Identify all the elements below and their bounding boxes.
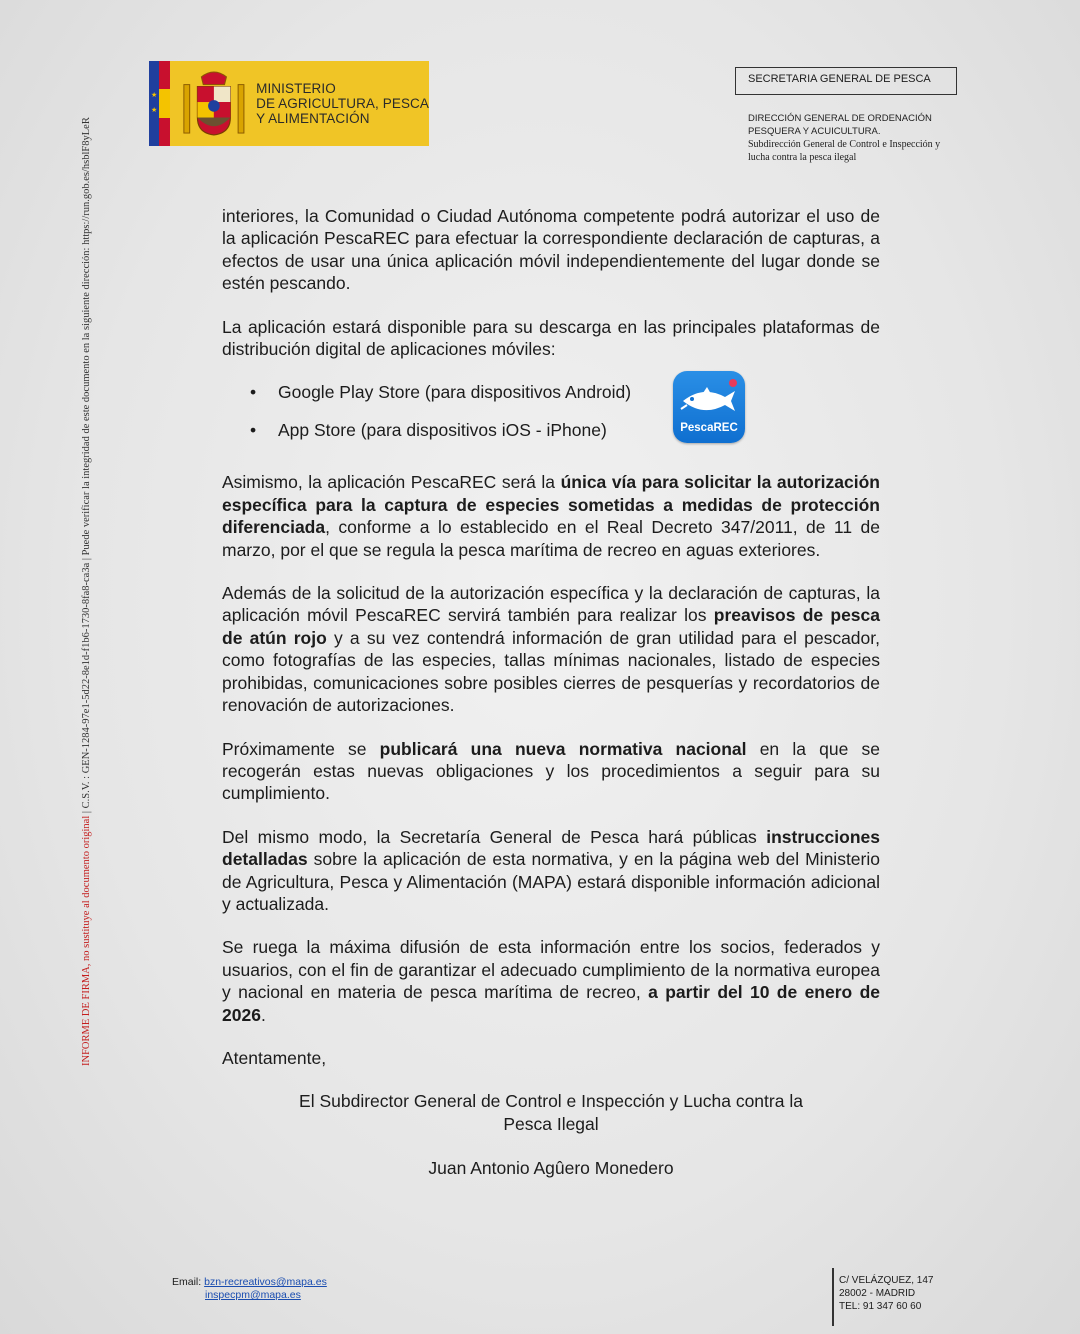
p6-text-c: sobre la aplicación de esta normativa, y en la página web del Ministerio de Agricultura, Pesca y Alimentación (MAPA) estará disponible información adicional y actualizada. [222, 849, 880, 914]
coat-of-arms-icon [180, 66, 248, 141]
ministry-name [256, 81, 429, 126]
p4-bold: preavisos de pesca de atún rojo [222, 605, 880, 648]
paragraph-3 [222, 471, 880, 561]
signer-name: Juan Antonio Agûero Monedero [428, 1158, 674, 1179]
p5-text-c: en la que se recogerán estas nuevas obligaciones y los procedimientos a seguir para su cumplimiento. [222, 738, 880, 804]
list-item-google-play: • Google Play Store (para dispositivos Android) [278, 381, 631, 403]
pescarec-app-icon [673, 371, 745, 443]
logo-line-3: Y ALIMENTACIÓN [256, 111, 370, 126]
paragraph-6 [222, 826, 880, 916]
side-note-csv: | C.S.V. : GEN-1284-97e1-5d22-8e1d-f1b6-1730-8fa8-ca3a | Puede verificar la integridad de este documento en la siguiente dirección: https://run.gob.es/hsblF8yLeR [81, 117, 92, 816]
eu-flag-icon: ★ ★ [149, 61, 159, 146]
p7-text-a: Se ruega la máxima difusión de esta información entre los socios, federados y usuarios, con el fin de garantizar el adecuado cumplimiento de la normativa europea y nacional en materia de pesca marítima de recreo, [222, 937, 880, 1003]
store-list [222, 381, 880, 471]
address-street: C/ VELÁZQUEZ, 147 [839, 1275, 934, 1286]
footer-email [172, 1276, 327, 1302]
subdireccion-line-2: lucha contra la pesca ilegal [748, 152, 857, 163]
list-item-app-store: • App Store (para dispositivos iOS - iPhone) [278, 419, 607, 441]
spain-flag-icon [149, 61, 170, 146]
address-city: 28002 - MADRID [839, 1288, 916, 1299]
paragraph-4 [222, 582, 880, 716]
subdireccion-line-1: Subdirección General de Control e Inspección y [748, 139, 941, 150]
direccion-block [748, 112, 973, 164]
p4-text-c: y a su vez contendrá información de gran utilidad para el pescador, como fotografías de las especies, tallas mínimas nacionales, listado de especies prohibidas, comunicaciones sobre posibles cierres de pesquerías y recordatorios de renovación de autorizaciones. [222, 627, 880, 716]
p5-bold: publicará una nueva normativa nacional [379, 738, 747, 759]
p7-bold: a partir del 10 de enero de 2026 [222, 982, 881, 1025]
signer-title-2: Pesca Ilegal [503, 1113, 599, 1134]
p3-text-a: Asimismo, la aplicación PescaREC será la [222, 472, 561, 493]
logo-line-1: MINISTERIO [256, 81, 336, 96]
secretaria-box: SECRETARIA GENERAL DE PESCA [735, 67, 957, 95]
direccion-line-1: DIRECCIÓN GENERAL DE ORDENACIÓN [748, 113, 932, 124]
p6-text-a: Del mismo modo, la Secretaría General de Pesca hará públicas [222, 826, 767, 847]
signature-block [222, 1090, 880, 1179]
logo-line-2: DE AGRICULTURA, PESCA [256, 96, 429, 111]
email-link-recreativos[interactable]: bzn-recreativos@mapa.es [204, 1276, 327, 1288]
p6-bold: instrucciones detalladas [222, 826, 880, 870]
letter-body [222, 205, 880, 1180]
email-label: Email: [172, 1276, 202, 1288]
p7-text-c: . [260, 1004, 266, 1025]
paragraph-5 [222, 738, 880, 805]
side-note-warning: INFORME DE FIRMA, no sustituye al documento original [81, 815, 92, 1066]
direccion-line-2: PESQUERA Y ACUICULTURA. [748, 126, 881, 137]
p4-text-a: Además de la solicitud de la autorización específica y la declaración de capturas, la aplicación móvil PescaREC servirá también para realizar los [222, 583, 880, 626]
p5-text-a: Próximamente se [222, 738, 380, 759]
paragraph-1: interiores, la Comunidad o Ciudad Autónoma competente podrá autorizar el uso de la aplicación PescaREC para efectuar la correspondiente declaración de capturas, a efectos de usar una única aplicación móvil independientemente del lugar donde se estén pescando. [222, 206, 880, 294]
signer-title-1: El Subdirector General de Control e Inspección y Lucha contra la [299, 1091, 803, 1112]
closing: Atentamente, [222, 1047, 327, 1068]
verification-side-note [78, 80, 96, 1066]
ministry-logo [149, 61, 429, 146]
email-link-inspecpm[interactable]: inspecpm@mapa.es [205, 1289, 301, 1301]
footer-divider [832, 1268, 834, 1326]
p3-bold: única vía para solicitar la autorización específica para la captura de especies sometidas a medidas de protección diferenciada [222, 472, 880, 538]
p3-text-c: , conforme a lo establecido en el Real Decreto 347/2011, de 11 de marzo, por el que se regula la pesca marítima de recreo en aguas exteriores. [222, 517, 880, 560]
address-phone: TEL: 91 347 60 60 [839, 1301, 922, 1312]
footer-address [839, 1274, 933, 1313]
paragraph-7 [222, 936, 880, 1026]
app-icon-label: PescaREC [680, 422, 738, 435]
paragraph-2: La aplicación estará disponible para su descarga en las principales plataformas de distribución digital de aplicaciones móviles: [222, 316, 880, 360]
